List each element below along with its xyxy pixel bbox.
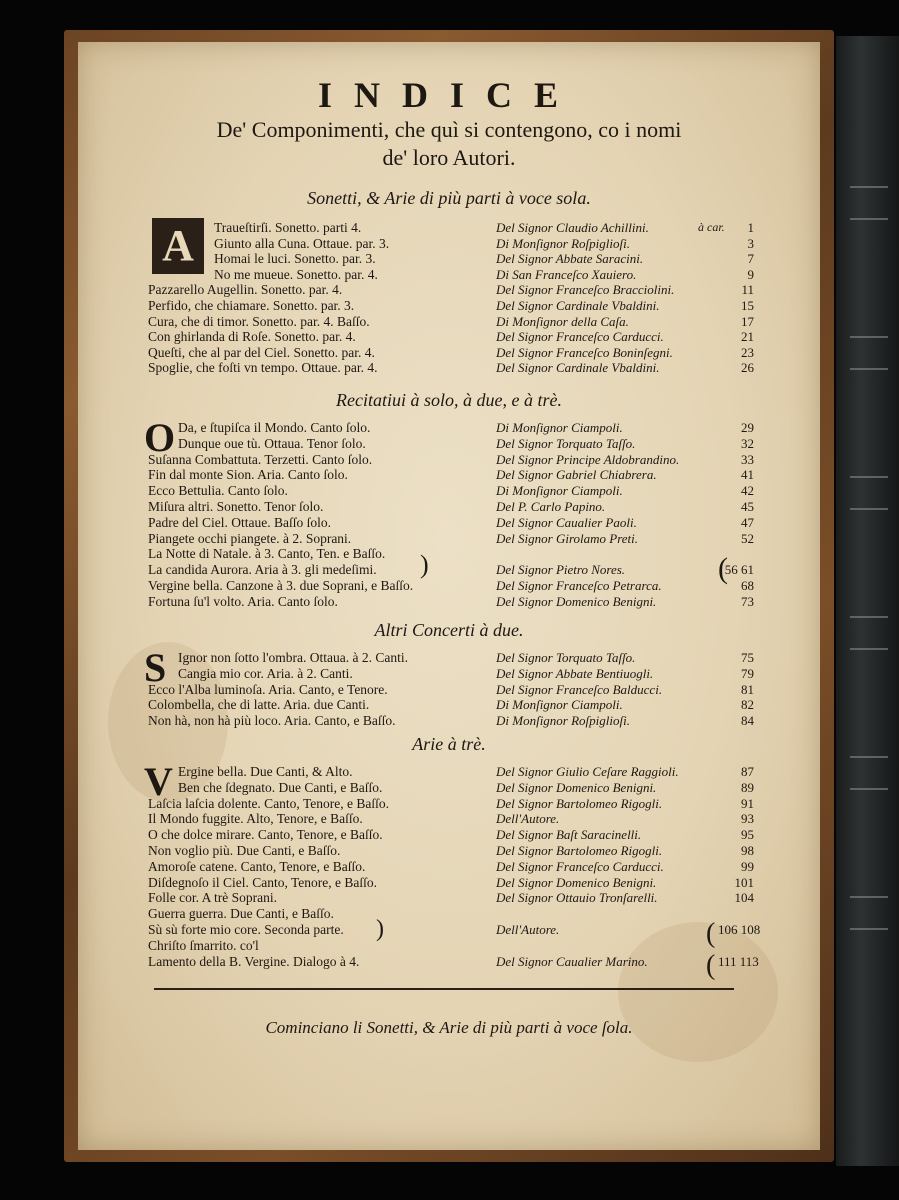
entry-page-number: 52 <box>741 530 754 546</box>
entry-page-number: 15 <box>741 298 754 313</box>
entry-page-number: 17 <box>741 313 754 329</box>
entry-page-number: 89 <box>741 779 754 795</box>
entry-page-number: 1 <box>747 220 754 235</box>
entry-page-number: 87 <box>741 764 754 779</box>
section-heading: Arie à trè. <box>412 734 486 754</box>
entry-author: Del Signor Caualier Marino. <box>496 953 648 969</box>
page-title: INDICE <box>317 75 581 115</box>
entry-title: Spoglie, che foſti vn tempo. Ottaue. par. 4. <box>148 360 378 376</box>
entry-title: Padre del Ciel. Ottaue. Baſſo ſolo. <box>148 514 331 530</box>
entry-page-number: 95 <box>741 827 754 843</box>
entry-title: Sù sù forte mio core. Seconda parte. <box>148 922 344 937</box>
entry-author: Di Monſignor Ciampoli. <box>496 483 623 499</box>
entry-author: Del Signor Baſt Saracinelli. <box>496 827 642 843</box>
footer-note: Cominciano li Sonetti, & Arie di più parti à voce ſola. <box>265 1018 633 1037</box>
entry-page-number: 42 <box>741 483 754 499</box>
spine-ornament <box>850 756 888 790</box>
entry-page-number: 32 <box>741 435 754 451</box>
entry-author: Del Signor Caualier Paoli. <box>496 514 637 530</box>
entry-author: Del Signor Abbate Saracini. <box>496 251 644 267</box>
entry-title: Chriſto ſmarrito. co'l <box>148 937 259 953</box>
entry-page-number: 11 <box>741 282 754 298</box>
entry-page-number: 93 <box>741 811 754 827</box>
entry-title: Laſcia laſcia dolente. Canto, Tenore, e Baſſo. <box>148 795 389 811</box>
entry-author: Del Signor Franceſco Balducci. <box>496 681 663 697</box>
entry-author: Del Signor Bartolomeo Rigogli. <box>496 843 663 858</box>
entry-author: Del Signor Franceſco Carducci. <box>496 858 664 874</box>
entry-author: Dell'Autore. <box>496 922 560 937</box>
entry-title: Piangete occhi piangete. à 2. Soprani. <box>148 530 352 546</box>
entry-title: Queſti, che al par del Ciel. Sonetto. par. 4. <box>148 344 375 360</box>
entry-page-number: 29 <box>741 420 754 435</box>
entry-page-number: 41 <box>741 467 754 483</box>
spine-ornament <box>850 476 888 510</box>
entry-title: Dunque oue tù. Ottaua. Tenor ſolo. <box>178 435 366 451</box>
entry-author: Di Monſignor Roſpiglioſi. <box>496 235 630 251</box>
entry-title: Miſura altri. Sonetto. Tenor ſolo. <box>148 499 324 514</box>
entry-page-number: 81 <box>741 681 754 697</box>
entry-author: Di Monſignor della Caſa. <box>496 313 629 329</box>
entry-title: Suſanna Combattuta. Terzetti. Canto ſolo. <box>148 451 373 467</box>
entry-page-number: 99 <box>741 858 754 874</box>
entry-title: Folle cor. A trè Soprani. <box>148 890 277 906</box>
entry-author: Del Signor Franceſco Petrarca. <box>496 578 662 593</box>
entry-title: Ecco l'Alba luminoſa. Aria. Canto, e Tenore. <box>148 681 388 697</box>
entry-title: Fortuna ſu'l volto. Aria. Canto ſolo. <box>148 593 338 609</box>
entry-author: Del Signor Franceſco Boninſegni. <box>496 344 673 360</box>
entry-title: Da, e ſtupiſca il Mondo. Canto ſolo. <box>178 420 371 435</box>
entry-page-number: 33 <box>741 451 754 467</box>
entry-title: Amoroſe catene. Canto, Tenore, e Baſſo. <box>148 858 366 874</box>
entry-page-number: 47 <box>741 514 754 530</box>
entry-page-number: 45 <box>741 499 754 514</box>
brace-mark: ( <box>706 918 716 949</box>
entry-page-number: 106 108 <box>718 922 761 937</box>
spine-ornament <box>850 186 888 220</box>
entry-title: La candida Aurora. Aria à 3. gli medeſimi. <box>148 562 377 578</box>
entry-title: Fin dal monte Sion. Aria. Canto ſolo. <box>148 467 348 483</box>
entry-title: Con ghirlanda di Roſe. Sonetto. par. 4. <box>148 329 356 345</box>
entry-title: Vergine bella. Canzone à 3. due Soprani, e Baſſo. <box>148 578 414 593</box>
entry-author: Di Monſignor Roſpiglioſi. <box>496 713 630 729</box>
entry-page-number: 98 <box>741 843 754 858</box>
entry-title: Ergine bella. Due Canti, & Alto. <box>178 764 353 779</box>
drop-cap: S <box>144 645 167 690</box>
brace-mark: ( <box>706 950 716 981</box>
entry-title: Giunto alla Cuna. Ottaue. par. 3. <box>214 235 390 251</box>
drop-cap: O <box>144 415 176 460</box>
entry-page-number: 104 <box>734 890 754 906</box>
entry-title: O che dolce mirare. Canto, Tenore, e Baſſo. <box>148 827 383 843</box>
entry-author: Del Signor Torquato Taſſo. <box>496 650 636 665</box>
entry-title: Lamento della B. Vergine. Dialogo à 4. <box>148 953 360 969</box>
section-heading: Recitatiui à solo, à due, e à trè. <box>336 390 562 410</box>
entry-author: Del Signor Claudio Achillini. <box>496 220 649 235</box>
entry-page-number: 111 113 <box>718 953 759 969</box>
entry-title: Cangia mio cor. Aria. à 2. Canti. <box>178 665 353 681</box>
section-heading: Altri Concerti à due. <box>374 620 524 640</box>
entry-page-number: 73 <box>741 593 754 609</box>
entry-title: Pazzarello Augellin. Sonetto. par. 4. <box>148 282 343 298</box>
entry-author: Del Signor Abbate Bentiuogli. <box>496 665 654 681</box>
entry-page-number: 26 <box>741 360 754 376</box>
entry-page-number: 56 61 <box>724 562 754 578</box>
entry-author: Di Monſignor Ciampoli. <box>496 420 623 435</box>
entry-page-number: 79 <box>741 665 754 681</box>
entry-author: Del Signor Bartolomeo Rigogli. <box>496 795 663 811</box>
drop-cap-ornament: A <box>152 218 204 274</box>
entry-author: Di Monſignor Ciampoli. <box>496 697 623 713</box>
entry-page-number: 84 <box>741 713 754 729</box>
entry-author: Del Signor Torquato Taſſo. <box>496 435 636 451</box>
entry-author: Del Signor Domenico Benigni. <box>496 779 657 795</box>
spine-ornament <box>850 896 888 930</box>
index-page <box>78 42 820 1150</box>
entry-page-number: 82 <box>741 697 754 713</box>
entry-author: Del Signor Cardinale Vbaldini. <box>496 298 660 313</box>
entry-page-number: 101 <box>734 874 754 890</box>
spine-ornament <box>850 616 888 650</box>
entry-title: Perfido, che chiamare. Sonetto. par. 3. <box>148 298 355 313</box>
entry-title: Guerra guerra. Due Canti, e Baſſo. <box>148 906 334 922</box>
entry-title: Diſdegnoſo il Ciel. Canto, Tenore, e Baſſo. <box>148 874 378 890</box>
entry-author: Del Signor Gabriel Chiabrera. <box>496 467 657 483</box>
entry-author: Del Signor Pietro Nores. <box>496 562 626 578</box>
subtitle-line: De' Componimenti, che quì si contengono, co i nomi <box>216 117 682 142</box>
entry-page-number: 9 <box>747 266 754 282</box>
entry-author: Del Signor Cardinale Vbaldini. <box>496 360 660 376</box>
entry-title: Ecco Bettulia. Canto ſolo. <box>148 483 288 499</box>
book-spine <box>836 36 899 1166</box>
entry-title: Non hà, non hà più loco. Aria. Canto, e Baſſo. <box>148 713 396 729</box>
entry-title: La Notte di Natale. à 3. Canto, Ten. e Baſſo. <box>148 546 386 562</box>
entry-title: Ignor non ſotto l'ombra. Ottaua. à 2. Canti. <box>178 650 409 665</box>
index-entry <box>78 360 820 378</box>
brace-mark: ) <box>376 916 384 942</box>
entry-page-number: 91 <box>741 795 754 811</box>
entry-author: Di San Franceſco Xauiero. <box>496 266 637 282</box>
entry-title: Colombella, che di latte. Aria. due Canti. <box>148 697 370 713</box>
entry-author: Dell'Autore. <box>496 811 560 827</box>
entry-title: Non voglio più. Due Canti, e Baſſo. <box>148 843 341 858</box>
entry-title: Traueſtirſi. Sonetto. parti 4. <box>214 220 362 235</box>
entry-author: Del Signor Girolamo Preti. <box>496 530 639 546</box>
entry-title: No me mueue. Sonetto. par. 4. <box>214 266 378 282</box>
entry-author: Del Signor Domenico Benigni. <box>496 593 657 609</box>
entry-page-number: 23 <box>741 344 754 360</box>
index-entry <box>78 594 820 612</box>
entry-page-number: 75 <box>741 650 754 665</box>
entry-author: Del Signor Giulio Ceſare Raggioli. <box>496 764 679 779</box>
entry-author: Del Signor Principe Aldobrandino. <box>496 451 680 467</box>
entry-carta-label: à car. <box>698 220 725 234</box>
entry-title: Homai le luci. Sonetto. par. 3. <box>214 251 376 267</box>
index-entry <box>78 713 820 731</box>
page-subtitle <box>78 116 820 172</box>
brace-mark: ( <box>718 552 728 585</box>
entry-author: Del Signor Franceſco Carducci. <box>496 329 664 345</box>
entry-author: Del Signor Franceſco Bracciolini. <box>496 282 675 298</box>
entry-author: Del Signor Domenico Benigni. <box>496 874 657 890</box>
entry-page-number: 21 <box>741 329 754 345</box>
entry-author: Del Signor Ottauio Tronſarelli. <box>496 890 658 906</box>
entry-page-number: 68 <box>741 578 754 593</box>
entry-title: Il Mondo fuggite. Alto, Tenore, e Baſſo. <box>148 811 363 827</box>
drop-cap: V <box>144 759 173 804</box>
spine-ornament <box>850 336 888 370</box>
entry-title: Ben che ſdegnato. Due Canti, e Baſſo. <box>178 779 383 795</box>
entry-page-number: 3 <box>747 235 754 251</box>
entry-author: Del P. Carlo Papino. <box>496 499 606 514</box>
brace-mark: ) <box>420 550 429 579</box>
subtitle-line: de' loro Autori. <box>382 145 516 170</box>
entry-title: Cura, che di timor. Sonetto. par. 4. Baſſo. <box>148 313 370 329</box>
section-heading: Sonetti, & Arie di più parti à voce sola. <box>307 188 591 208</box>
entry-page-number: 7 <box>747 251 754 267</box>
divider-rule <box>154 988 734 990</box>
